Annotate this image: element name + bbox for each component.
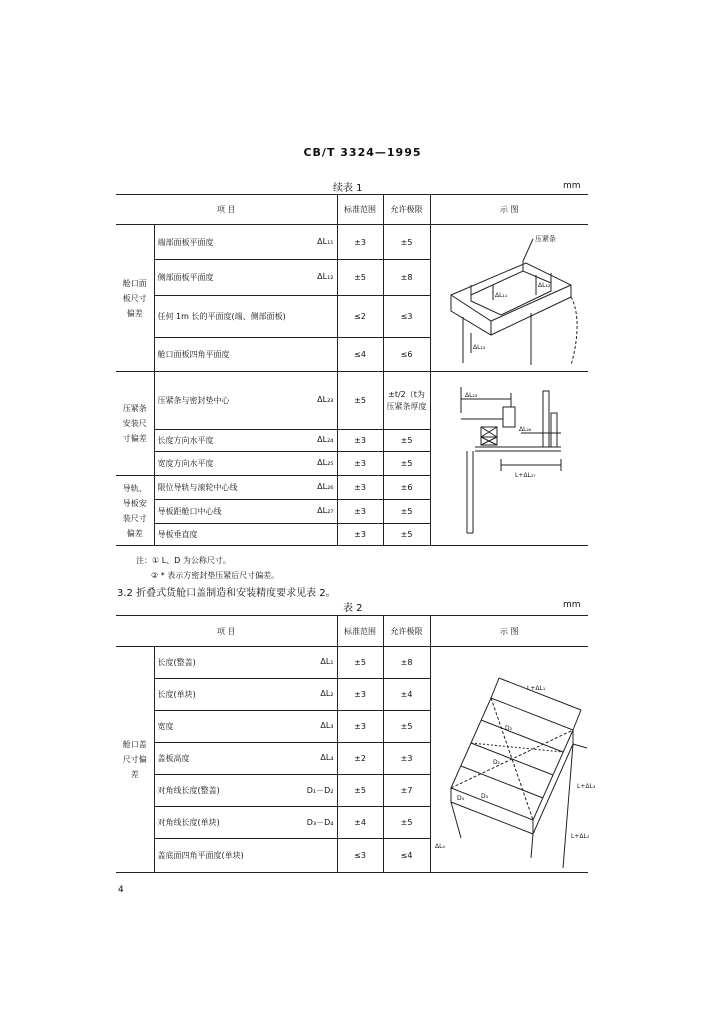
svg-text:ΔL₂₆: ΔL₂₆ — [518, 425, 531, 433]
table2: 项 目 标准范围 允许极限 示 图 舱口盖尺寸偏差 长度(整盖) ΔL₁ ±5 ±8 L+ΔL₁ L+ΔL₂ L+ΔL₃ ΔL₄ D₂ D₁ D₃ D₄ 长度(单块) ΔL₂ ±3 ±4 宽度 ΔL₃ ±3 ±5 盖板高度 ΔL₄ ±2 ±3 对角线长度(整盖) D₁－D₂ ±5 ±7 对角线长度(单块) D₃－D₄ ±4 ±5 盖底面四角平面度(单块) ≤3 ≤4 — [116, 615, 588, 873]
svg-text:D₂: D₂ — [504, 724, 512, 732]
t2-group-label: 舱口盖尺寸偏差 — [116, 647, 154, 873]
t1-group-label: 压紧条安装尺寸偏差 — [116, 372, 154, 476]
svg-text:ΔL₂₃: ΔL₂₃ — [464, 391, 477, 399]
table-row: 长度方向水平度 ΔL₂₄ — [154, 430, 337, 452]
table-row: 侧部面板平面度 ΔL₁₂ — [154, 260, 337, 295]
table2-caption: 表 2 — [343, 603, 363, 614]
table-row: 长度(整盖) ΔL₁ — [154, 647, 337, 679]
t1-group-label: 导轨、导板安装尺寸偏差 — [116, 476, 154, 546]
svg-text:压紧条: 压紧条 — [534, 235, 556, 243]
section-3-2: 3.2 折叠式货舱口盖制造和安装精度要求见表 2。 — [117, 588, 336, 599]
t2-header-item: 项 目 — [116, 616, 337, 647]
t2-header-std: 标准范围 — [337, 616, 383, 647]
table-row: 导板距舱口中心线 ΔL₂₇ — [154, 500, 337, 524]
cleat-guide-figure — [430, 372, 588, 546]
svg-text:D₁: D₁ — [492, 758, 500, 766]
t2-header-limit: 允许极限 — [383, 616, 430, 647]
svg-text:L+ΔL₃: L+ΔL₃ — [576, 782, 595, 790]
table-row: 舱口面板四角平面度 — [154, 337, 337, 372]
table-row: 盖板高度 ΔL₄ — [154, 743, 337, 775]
svg-text:ΔL₁₃: ΔL₁₃ — [472, 344, 485, 351]
note-2: ② * 表示方密封垫压紧后尺寸偏差。 — [151, 571, 280, 580]
folding-cover-figure — [430, 647, 595, 873]
table-row: 宽度方向水平度 ΔL₂₅ — [154, 452, 337, 476]
table1: 项 目 标准范围 允许极限 示 图 舱口面板尺寸偏差 端部面板平面度 ΔL₁₁ ±3 ±5 压紧条 ΔL₁₁ ΔL₁₂ ΔL₁₃ 侧部面板平面度 ΔL₁₂ ±5 ±8 任何 1m 长的平面度(端、侧部面板) ≤2 ≤3 舱口面板四角平面度 ≤4 ≤6 压紧条安装尺寸偏差 压紧条与密封垫中心 ΔL₂₃ ±5 ±t/2（t为压紧条厚度 ΔL₂₃ ΔL₂₆ L+ΔL₂₇ 长度方向水平度 ΔL₂₄ ±3 ±5 宽度方向水平度 ΔL₂₅ ±3 ±5 导轨、导板安装尺寸偏差 限位导轨与滚轮中心线 ΔL₂₆ ±3 ±6 导板距舱口中心线 ΔL₂₇ ±3 ±5 导板垂直度 ±3 ±5 — [116, 194, 588, 546]
table-row: 任何 1m 长的平面度(端、侧部面板) — [154, 295, 337, 337]
t1-group-label: 舱口面板尺寸偏差 — [116, 225, 154, 372]
hatch-coaming-figure — [430, 225, 588, 372]
svg-text:L+ΔL₂: L+ΔL₂ — [570, 832, 589, 840]
svg-text:L+ΔL₂₇: L+ΔL₂₇ — [514, 471, 536, 479]
table-row: 限位导轨与滚轮中心线 ΔL₂₆ — [154, 476, 337, 500]
table-row: 盖底面四角平面度(单块) — [154, 839, 337, 873]
table2-unit: mm — [563, 600, 581, 610]
t2-header-figure: 示 图 — [430, 616, 588, 647]
svg-text:ΔL₁₂: ΔL₁₂ — [537, 282, 550, 289]
t1-header-std: 标准范围 — [337, 195, 383, 225]
t1-header-item: 项 目 — [116, 195, 337, 225]
t1-header-limit: 允许极限 — [383, 195, 430, 225]
table-row: 端部面板平面度 ΔL₁₁ — [154, 225, 337, 260]
table-row: 长度(单块) ΔL₂ — [154, 679, 337, 711]
svg-text:D₃: D₃ — [480, 792, 488, 800]
svg-text:ΔL₄: ΔL₄ — [434, 842, 445, 850]
svg-text:ΔL₁₁: ΔL₁₁ — [494, 292, 507, 299]
table-row: 对角线长度(单块) D₃－D₄ — [154, 807, 337, 839]
t1-header-figure: 示 图 — [430, 195, 588, 225]
svg-text:L+ΔL₁: L+ΔL₁ — [526, 684, 545, 692]
doc-code: CB/T 3324—1995 — [303, 146, 422, 159]
table-row: 压紧条与密封垫中心 ΔL₂₃ — [154, 372, 337, 430]
table-row: 导板垂直度 — [154, 524, 337, 546]
table-row: 对角线长度(整盖) D₁－D₂ — [154, 775, 337, 807]
table1-caption: 续表 1 — [333, 183, 363, 194]
table1-unit: mm — [563, 181, 581, 191]
note-1: 注：① L、D 为公称尺寸。 — [136, 556, 231, 565]
page-number: 4 — [118, 885, 124, 895]
table-row: 宽度 ΔL₃ — [154, 711, 337, 743]
svg-text:D₄: D₄ — [456, 794, 464, 802]
